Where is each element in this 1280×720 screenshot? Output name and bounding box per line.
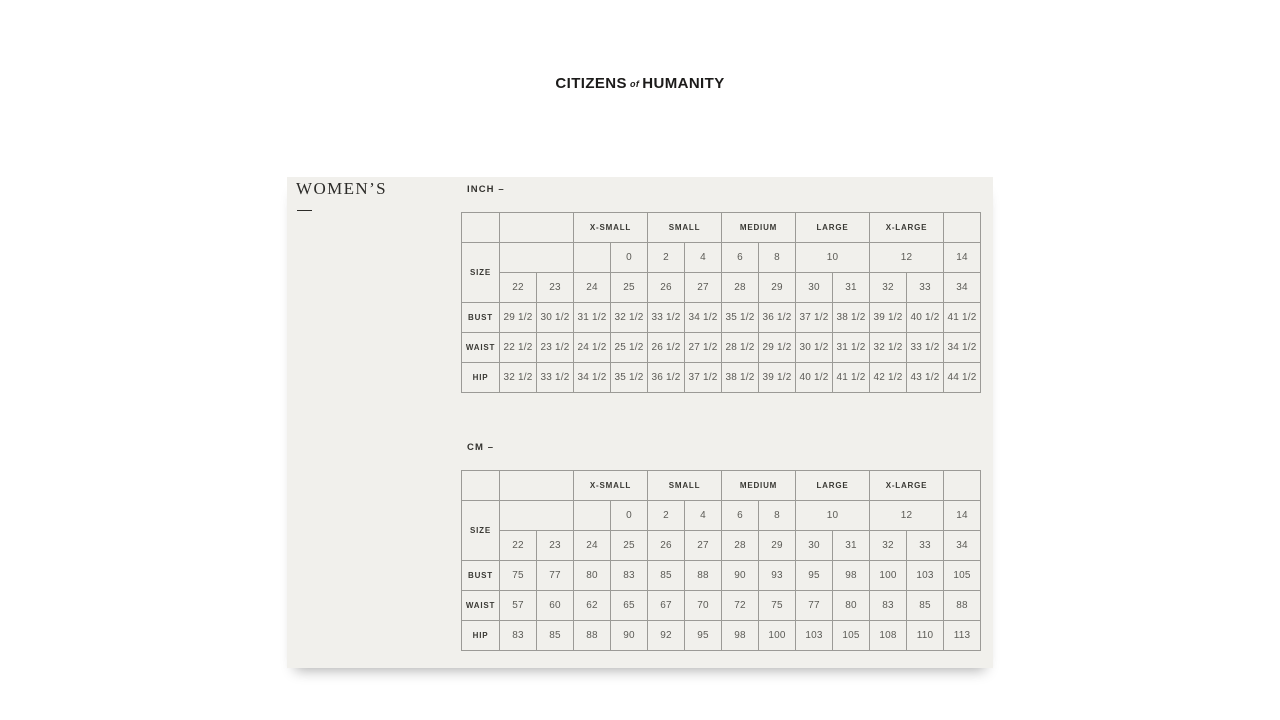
measurement-value-cell: 105	[833, 621, 870, 651]
size-number-cell: 28	[722, 273, 759, 303]
measurement-value-cell: 26 1/2	[648, 333, 685, 363]
measurement-value-cell: 37 1/2	[796, 303, 833, 333]
measurement-value-cell: 31 1/2	[833, 333, 870, 363]
empty-cell	[500, 501, 574, 531]
size-number-cell: 22	[500, 273, 537, 303]
measurement-value-cell: 57	[500, 591, 537, 621]
size-number-cell: 24	[574, 531, 611, 561]
size-group-header-cell: MEDIUM	[722, 213, 796, 243]
measurement-value-cell: 36 1/2	[759, 303, 796, 333]
measurement-label-cell: HIP	[462, 621, 500, 651]
numeric-size-cell: 14	[944, 243, 981, 273]
size-number-cell: 26	[648, 273, 685, 303]
measurement-value-cell: 30 1/2	[796, 333, 833, 363]
measurement-value-cell: 23 1/2	[537, 333, 574, 363]
measurement-value-cell: 103	[907, 561, 944, 591]
measurement-value-cell: 100	[870, 561, 907, 591]
numeric-size-cell: 0	[611, 243, 648, 273]
size-number-cell: 34	[944, 531, 981, 561]
size-group-header-cell: X-SMALL	[574, 213, 648, 243]
measurement-value-cell: 27 1/2	[685, 333, 722, 363]
measurement-value-cell: 62	[574, 591, 611, 621]
size-group-header-cell: X-LARGE	[870, 471, 944, 501]
size-group-header-cell: X-SMALL	[574, 471, 648, 501]
measurement-value-cell: 98	[722, 621, 759, 651]
measurement-value-cell: 65	[611, 591, 648, 621]
measurement-label-cell: HIP	[462, 363, 500, 393]
measurement-value-cell: 95	[685, 621, 722, 651]
measurement-value-cell: 31 1/2	[574, 303, 611, 333]
size-number-cell: 33	[907, 531, 944, 561]
size-row-label-cell: SIZE	[462, 243, 500, 303]
measurement-label-cell: WAIST	[462, 333, 500, 363]
measurement-value-cell: 40 1/2	[796, 363, 833, 393]
numeric-size-cell: 6	[722, 243, 759, 273]
size-number-cell: 25	[611, 531, 648, 561]
measurement-value-cell: 38 1/2	[833, 303, 870, 333]
cm-section-label: CM –	[467, 442, 495, 453]
numeric-size-cell: 12	[870, 243, 944, 273]
measurement-value-cell: 32 1/2	[870, 333, 907, 363]
inch-size-table-holder	[461, 212, 981, 393]
size-number-cell: 33	[907, 273, 944, 303]
measurement-value-cell: 70	[685, 591, 722, 621]
measurement-value-cell: 77	[796, 591, 833, 621]
measurement-value-cell: 32 1/2	[500, 363, 537, 393]
measurement-value-cell: 80	[574, 561, 611, 591]
numeric-size-cell: 10	[796, 501, 870, 531]
measurement-value-cell: 85	[648, 561, 685, 591]
size-group-header-cell: LARGE	[796, 471, 870, 501]
measurement-value-cell: 75	[500, 561, 537, 591]
size-row-label-cell: SIZE	[462, 501, 500, 561]
size-number-cell: 27	[685, 273, 722, 303]
empty-cell	[574, 501, 611, 531]
numeric-size-cell: 10	[796, 243, 870, 273]
measurement-label-cell: BUST	[462, 303, 500, 333]
empty-cell	[944, 213, 981, 243]
measurement-value-cell: 28 1/2	[722, 333, 759, 363]
measurement-value-cell: 90	[722, 561, 759, 591]
numeric-size-cell: 4	[685, 501, 722, 531]
measurement-value-cell: 34 1/2	[944, 333, 981, 363]
measurement-value-cell: 41 1/2	[944, 303, 981, 333]
inch-section-label: INCH –	[467, 184, 505, 195]
size-number-cell: 32	[870, 531, 907, 561]
measurement-value-cell: 32 1/2	[611, 303, 648, 333]
measurement-value-cell: 93	[759, 561, 796, 591]
numeric-size-cell: 14	[944, 501, 981, 531]
measurement-value-cell: 41 1/2	[833, 363, 870, 393]
measurement-label-cell: WAIST	[462, 591, 500, 621]
measurement-value-cell: 75	[759, 591, 796, 621]
size-number-cell: 30	[796, 531, 833, 561]
empty-cell	[500, 471, 574, 501]
numeric-size-cell: 8	[759, 501, 796, 531]
measurement-value-cell: 105	[944, 561, 981, 591]
empty-cell	[462, 471, 500, 501]
measurement-value-cell: 22 1/2	[500, 333, 537, 363]
measurement-value-cell: 29 1/2	[500, 303, 537, 333]
womens-heading: WOMEN’S	[296, 179, 388, 198]
measurement-value-cell: 92	[648, 621, 685, 651]
size-number-cell: 29	[759, 273, 796, 303]
empty-cell	[500, 243, 574, 273]
measurement-value-cell: 72	[722, 591, 759, 621]
numeric-size-cell: 0	[611, 501, 648, 531]
measurement-value-cell: 37 1/2	[685, 363, 722, 393]
size-guide-panel	[287, 177, 993, 668]
measurement-value-cell: 33 1/2	[907, 333, 944, 363]
measurement-value-cell: 77	[537, 561, 574, 591]
empty-cell	[462, 213, 500, 243]
numeric-size-cell: 8	[759, 243, 796, 273]
measurement-value-cell: 95	[796, 561, 833, 591]
size-number-cell: 32	[870, 273, 907, 303]
measurement-value-cell: 25 1/2	[611, 333, 648, 363]
measurement-value-cell: 35 1/2	[722, 303, 759, 333]
measurement-value-cell: 36 1/2	[648, 363, 685, 393]
measurement-value-cell: 44 1/2	[944, 363, 981, 393]
size-number-cell: 30	[796, 273, 833, 303]
empty-cell	[574, 243, 611, 273]
measurement-value-cell: 43 1/2	[907, 363, 944, 393]
measurement-value-cell: 39 1/2	[759, 363, 796, 393]
measurement-value-cell: 38 1/2	[722, 363, 759, 393]
size-number-cell: 23	[537, 531, 574, 561]
measurement-value-cell: 35 1/2	[611, 363, 648, 393]
measurement-value-cell: 30 1/2	[537, 303, 574, 333]
numeric-size-cell: 6	[722, 501, 759, 531]
size-number-cell: 23	[537, 273, 574, 303]
numeric-size-cell: 4	[685, 243, 722, 273]
measurement-value-cell: 60	[537, 591, 574, 621]
brand-logo-citizens: CITIZENS	[555, 75, 627, 92]
measurement-value-cell: 103	[796, 621, 833, 651]
size-number-cell: 26	[648, 531, 685, 561]
measurement-value-cell: 34 1/2	[685, 303, 722, 333]
size-number-cell: 28	[722, 531, 759, 561]
size-number-cell: 22	[500, 531, 537, 561]
size-number-cell: 29	[759, 531, 796, 561]
size-number-cell: 34	[944, 273, 981, 303]
measurement-value-cell: 108	[870, 621, 907, 651]
size-number-cell: 31	[833, 273, 870, 303]
numeric-size-cell: 2	[648, 243, 685, 273]
measurement-value-cell: 85	[907, 591, 944, 621]
brand-logo-of: of	[629, 79, 640, 89]
empty-cell	[500, 213, 574, 243]
measurement-value-cell: 88	[944, 591, 981, 621]
size-number-cell: 27	[685, 531, 722, 561]
size-number-cell: 25	[611, 273, 648, 303]
size-number-cell: 24	[574, 273, 611, 303]
size-group-header-cell: LARGE	[796, 213, 870, 243]
measurement-value-cell: 67	[648, 591, 685, 621]
cm-size-table	[461, 470, 981, 651]
measurement-value-cell: 83	[870, 591, 907, 621]
measurement-value-cell: 113	[944, 621, 981, 651]
womens-heading-dash	[297, 210, 312, 211]
numeric-size-cell: 12	[870, 501, 944, 531]
measurement-value-cell: 88	[574, 621, 611, 651]
size-group-header-cell: SMALL	[648, 471, 722, 501]
measurement-value-cell: 110	[907, 621, 944, 651]
cm-size-table-holder	[461, 470, 981, 651]
empty-cell	[944, 471, 981, 501]
measurement-value-cell: 83	[500, 621, 537, 651]
measurement-value-cell: 40 1/2	[907, 303, 944, 333]
measurement-value-cell: 24 1/2	[574, 333, 611, 363]
measurement-value-cell: 34 1/2	[574, 363, 611, 393]
measurement-value-cell: 29 1/2	[759, 333, 796, 363]
measurement-value-cell: 90	[611, 621, 648, 651]
measurement-value-cell: 100	[759, 621, 796, 651]
inch-size-table	[461, 212, 981, 393]
measurement-value-cell: 80	[833, 591, 870, 621]
size-group-header-cell: X-LARGE	[870, 213, 944, 243]
size-number-cell: 31	[833, 531, 870, 561]
measurement-value-cell: 85	[537, 621, 574, 651]
measurement-value-cell: 33 1/2	[537, 363, 574, 393]
measurement-value-cell: 42 1/2	[870, 363, 907, 393]
numeric-size-cell: 2	[648, 501, 685, 531]
size-group-header-cell: MEDIUM	[722, 471, 796, 501]
measurement-value-cell: 88	[685, 561, 722, 591]
measurement-label-cell: BUST	[462, 561, 500, 591]
size-group-header-cell: SMALL	[648, 213, 722, 243]
brand-logo	[0, 75, 1280, 92]
measurement-value-cell: 83	[611, 561, 648, 591]
measurement-value-cell: 98	[833, 561, 870, 591]
measurement-value-cell: 39 1/2	[870, 303, 907, 333]
brand-logo-humanity: HUMANITY	[642, 75, 725, 92]
measurement-value-cell: 33 1/2	[648, 303, 685, 333]
